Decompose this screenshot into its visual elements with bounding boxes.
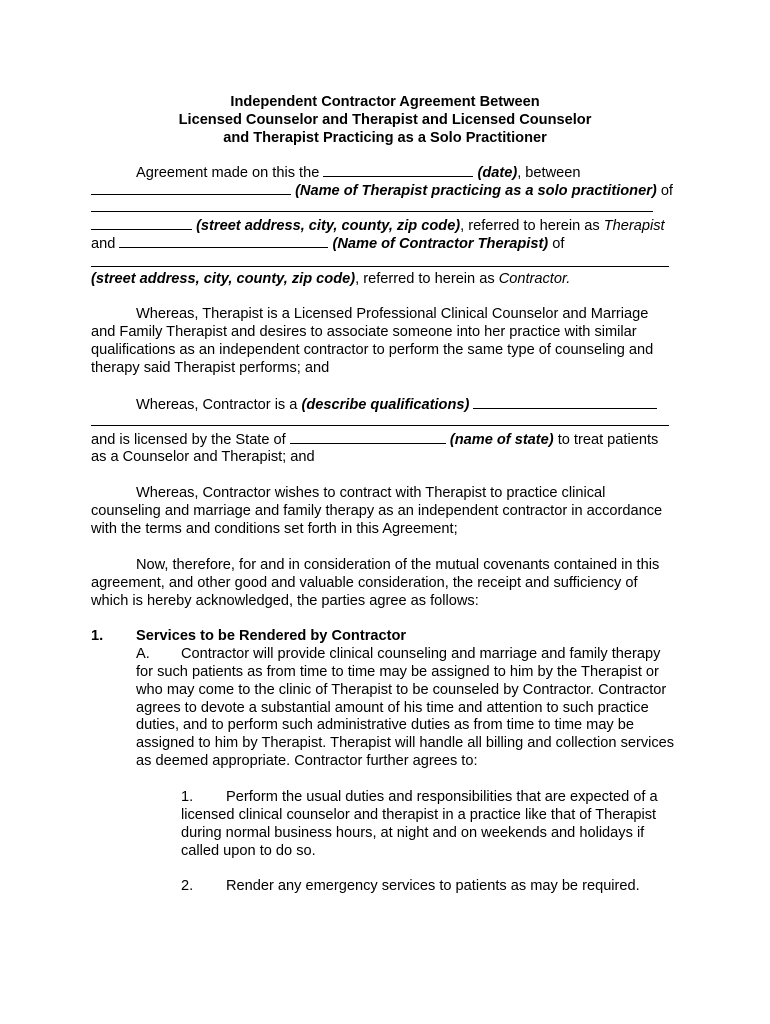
now-therefore-line-2: agreement, and other good and valuable consideration, the receipt and sufficiency of	[91, 575, 638, 591]
referred-therapist-text: , referred to herein as	[460, 218, 600, 234]
therapist-name-label: (Name of Therapist practicing as a solo practitioner)	[295, 183, 657, 199]
section1-para-line-4: agrees to devote a substantial amount of his time and attention to such practice	[136, 700, 649, 716]
agreement-made-text: Agreement made on this the	[136, 165, 320, 181]
of-text-2: of	[552, 236, 565, 252]
intro-line-1	[136, 163, 581, 182]
whereas1-line-4: therapy said Therapist performs; and	[91, 360, 330, 376]
intro-line-2	[91, 181, 673, 200]
therapist-term: Therapist	[603, 218, 665, 234]
date-blank[interactable]	[323, 163, 473, 177]
date-label: (date)	[477, 165, 518, 181]
to-treat-text: to treat patients	[557, 432, 659, 448]
contractor-term: Contractor.	[498, 271, 571, 287]
intro-line-5	[91, 234, 564, 253]
address-blank-1[interactable]	[91, 211, 653, 212]
whereas2-line-3	[91, 430, 658, 449]
and-text: and	[91, 236, 116, 252]
intro-line-7	[91, 270, 570, 288]
section1-number: 1.	[91, 628, 104, 644]
section1-para-line-2: for such patients as from time to time may be assigned to him by the Therapist or	[136, 664, 659, 680]
whereas2-line-1	[136, 395, 657, 414]
item1-line-4: called upon to do so.	[181, 843, 316, 859]
section1-para-line-5: duties, and to perform such administrative duties as from time to time may be	[136, 717, 635, 733]
whereas1-line-3: qualifications as an independent contractor to perform the same type of counseling and	[91, 342, 654, 358]
licensed-by-text: and is licensed by the State of	[91, 432, 286, 448]
whereas2-line-4: as a Counselor and Therapist; and	[91, 449, 315, 465]
section1-heading: Services to be Rendered by Contractor	[136, 628, 407, 644]
qualifications-blank-2[interactable]	[91, 425, 669, 426]
item1-line-1: Perform the usual duties and responsibilities that are expected of a	[226, 789, 658, 805]
street-address-label-2: (street address, city, county, zip code)	[91, 271, 356, 287]
therapist-name-blank[interactable]	[91, 181, 291, 195]
state-blank[interactable]	[290, 430, 446, 444]
section1-para-line-1: Contractor will provide clinical counseling and marriage and family therapy	[181, 646, 661, 662]
state-label: (name of state)	[449, 432, 554, 448]
whereas2-lead: Whereas, Contractor is a	[136, 397, 298, 413]
whereas3-line-3: with the terms and conditions set forth in this Agreement;	[91, 521, 458, 537]
title-line-3: and Therapist Practicing as a Solo Practitioner	[223, 130, 547, 146]
item1-number: 1.	[181, 789, 194, 805]
qualifications-label: (describe qualifications)	[301, 397, 470, 413]
address-blank-2[interactable]	[91, 266, 669, 267]
referred-contractor-text: , referred to herein as	[355, 271, 495, 287]
contractor-name-label: (Name of Contractor Therapist)	[332, 236, 549, 252]
whereas1-line-1: Whereas, Therapist is a Licensed Professional Clinical Counselor and Marriage	[136, 306, 649, 322]
item2-number: 2.	[181, 878, 194, 894]
whereas1-line-2: and Family Therapist and desires to associate someone into her practice with similar	[91, 324, 637, 340]
address-blank-1b[interactable]	[91, 216, 192, 230]
section1-para-line-7: as deemed appropriate. Contractor further agrees to:	[136, 753, 478, 769]
item2-line-1: Render any emergency services to patients as may be required.	[226, 878, 640, 894]
intro-line-4	[91, 216, 665, 235]
now-therefore-line-1: Now, therefore, for and in consideration of the mutual covenants contained in this	[136, 557, 660, 573]
of-text: of	[660, 183, 673, 199]
whereas3-line-2: counseling and marriage and family therapy as an independent contractor in accordance	[91, 503, 663, 519]
whereas3-line-1: Whereas, Contractor wishes to contract with Therapist to practice clinical	[136, 485, 606, 501]
between-text: , between	[517, 165, 581, 181]
section1-para-line-3: who may come to the clinic of Therapist to be counseled by Contractor. Contractor	[136, 682, 667, 698]
now-therefore-line-3: which is hereby acknowledged, the parties agree as follows:	[91, 593, 479, 609]
street-address-label: (street address, city, county, zip code)	[196, 218, 461, 234]
item1-line-3: during normal business hours, at night and on weekends and holidays if	[181, 825, 645, 841]
section1-sub-letter: A.	[136, 646, 150, 662]
title-line-2: Licensed Counselor and Therapist and Licensed Counselor	[178, 112, 592, 128]
contractor-name-blank[interactable]	[119, 234, 328, 248]
item1-line-2: licensed clinical counselor and therapist in a practice like that of Therapist	[181, 807, 657, 823]
title-line-1: Independent Contractor Agreement Between	[230, 94, 540, 110]
section1-para-line-6: assigned to him by Therapist. Therapist will handle all billing and collection services	[136, 735, 675, 751]
qualifications-blank[interactable]	[473, 395, 657, 409]
